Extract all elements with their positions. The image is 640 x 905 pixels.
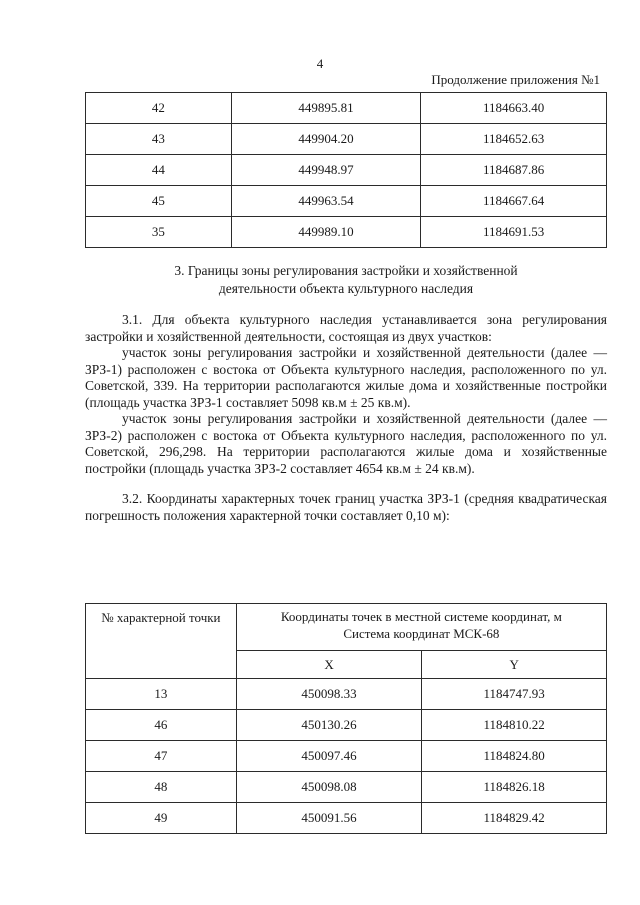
table-row [86,186,607,217]
page-number: 4 [316,56,324,71]
y-coordinate-cell: 1184747.93 [422,679,607,710]
coordinates-table-continued [85,92,607,248]
table-row [86,679,607,710]
y-coordinate-cell: 1184829.42 [422,803,607,834]
point-number-cell: 42 [86,93,232,124]
table-row [86,93,607,124]
coordinates-header-line2: Система координат МСК-68 [343,626,500,641]
section-heading [85,262,607,298]
y-coordinate-cell: 1184652.63 [421,124,607,155]
paragraph-zrz-1: участок зоны регулирования застройки и хозяйственной деятельности (далее — ЗРЗ-1) расположен с востока от Объекта культурного наследия, расположенного по ул. Советской, 339. На территории располагаются жилые дома и хозяйственные постройки (площадь участка ЗРЗ-1 составляет 5098 кв.м ± 25 кв.м). [85,345,607,410]
paragraph-3-1: 3.1. Для объекта культурного наследия устанавливается зона регулирования застройки и хозяйственной деятельности, состоящая из двух участков: [85,312,607,344]
y-coordinate-cell: 1184663.40 [421,93,607,124]
x-coordinate-cell: 450097.46 [236,741,422,772]
y-coordinate-cell: 1184667.64 [421,186,607,217]
coordinates-header-line1: Координаты точек в местной системе координат, м [280,609,562,624]
point-number-cell: 35 [86,217,232,248]
point-number-cell: 45 [86,186,232,217]
point-number-cell: 46 [86,710,237,741]
y-column-header: Y [422,651,607,679]
x-coordinate-cell: 450130.26 [236,710,422,741]
paragraph-zrz-2: участок зоны регулирования застройки и хозяйственной деятельности (далее –– ЗРЗ-2) расположен с востока от Объекта культурного наследия, расположенного по ул. Советской, 296,298. На территории располагаются жилые дома и хозяйственные постройки (площадь участка ЗРЗ-2 составляет 4654 кв.м ± 24 кв.м). [85,411,607,476]
point-number-cell: 47 [86,741,237,772]
appendix-continuation-note: Продолжение приложения №1 [431,72,600,87]
y-coordinate-cell: 1184824.80 [422,741,607,772]
paragraph-3-2: 3.2. Координаты характерных точек границ участка ЗРЗ-1 (средняя квадратическая погрешность положения характерной точки составляет 0,10 м): [85,491,607,523]
section-heading-line1: 3. Границы зоны регулирования застройки и хозяйственной [174,263,518,278]
y-coordinate-cell: 1184826.18 [422,772,607,803]
x-column-header: X [236,651,422,679]
section-body [85,312,607,524]
x-coordinate-cell: 450098.08 [236,772,422,803]
point-number-cell: 49 [86,803,237,834]
y-coordinate-cell: 1184810.22 [422,710,607,741]
table-row [86,217,607,248]
x-coordinate-cell: 450091.56 [236,803,422,834]
point-number-cell: 44 [86,155,232,186]
point-number-header: № характерной точки [86,604,237,679]
zrz1-coordinates-table [85,603,607,834]
x-coordinate-cell: 449904.20 [231,124,421,155]
x-coordinate-cell: 449948.97 [231,155,421,186]
table-row [86,710,607,741]
x-coordinate-cell: 449963.54 [231,186,421,217]
x-coordinate-cell: 449895.81 [231,93,421,124]
x-coordinate-cell: 449989.10 [231,217,421,248]
table-row [86,741,607,772]
x-coordinate-cell: 450098.33 [236,679,422,710]
table-row [86,803,607,834]
table-row [86,124,607,155]
point-number-cell: 43 [86,124,232,155]
table-row [86,772,607,803]
section-heading-line2: деятельности объекта культурного наследия [218,281,474,296]
table-row [86,155,607,186]
point-number-cell: 13 [86,679,237,710]
y-coordinate-cell: 1184687.86 [421,155,607,186]
y-coordinate-cell: 1184691.53 [421,217,607,248]
point-number-cell: 48 [86,772,237,803]
coordinates-header [236,604,606,651]
